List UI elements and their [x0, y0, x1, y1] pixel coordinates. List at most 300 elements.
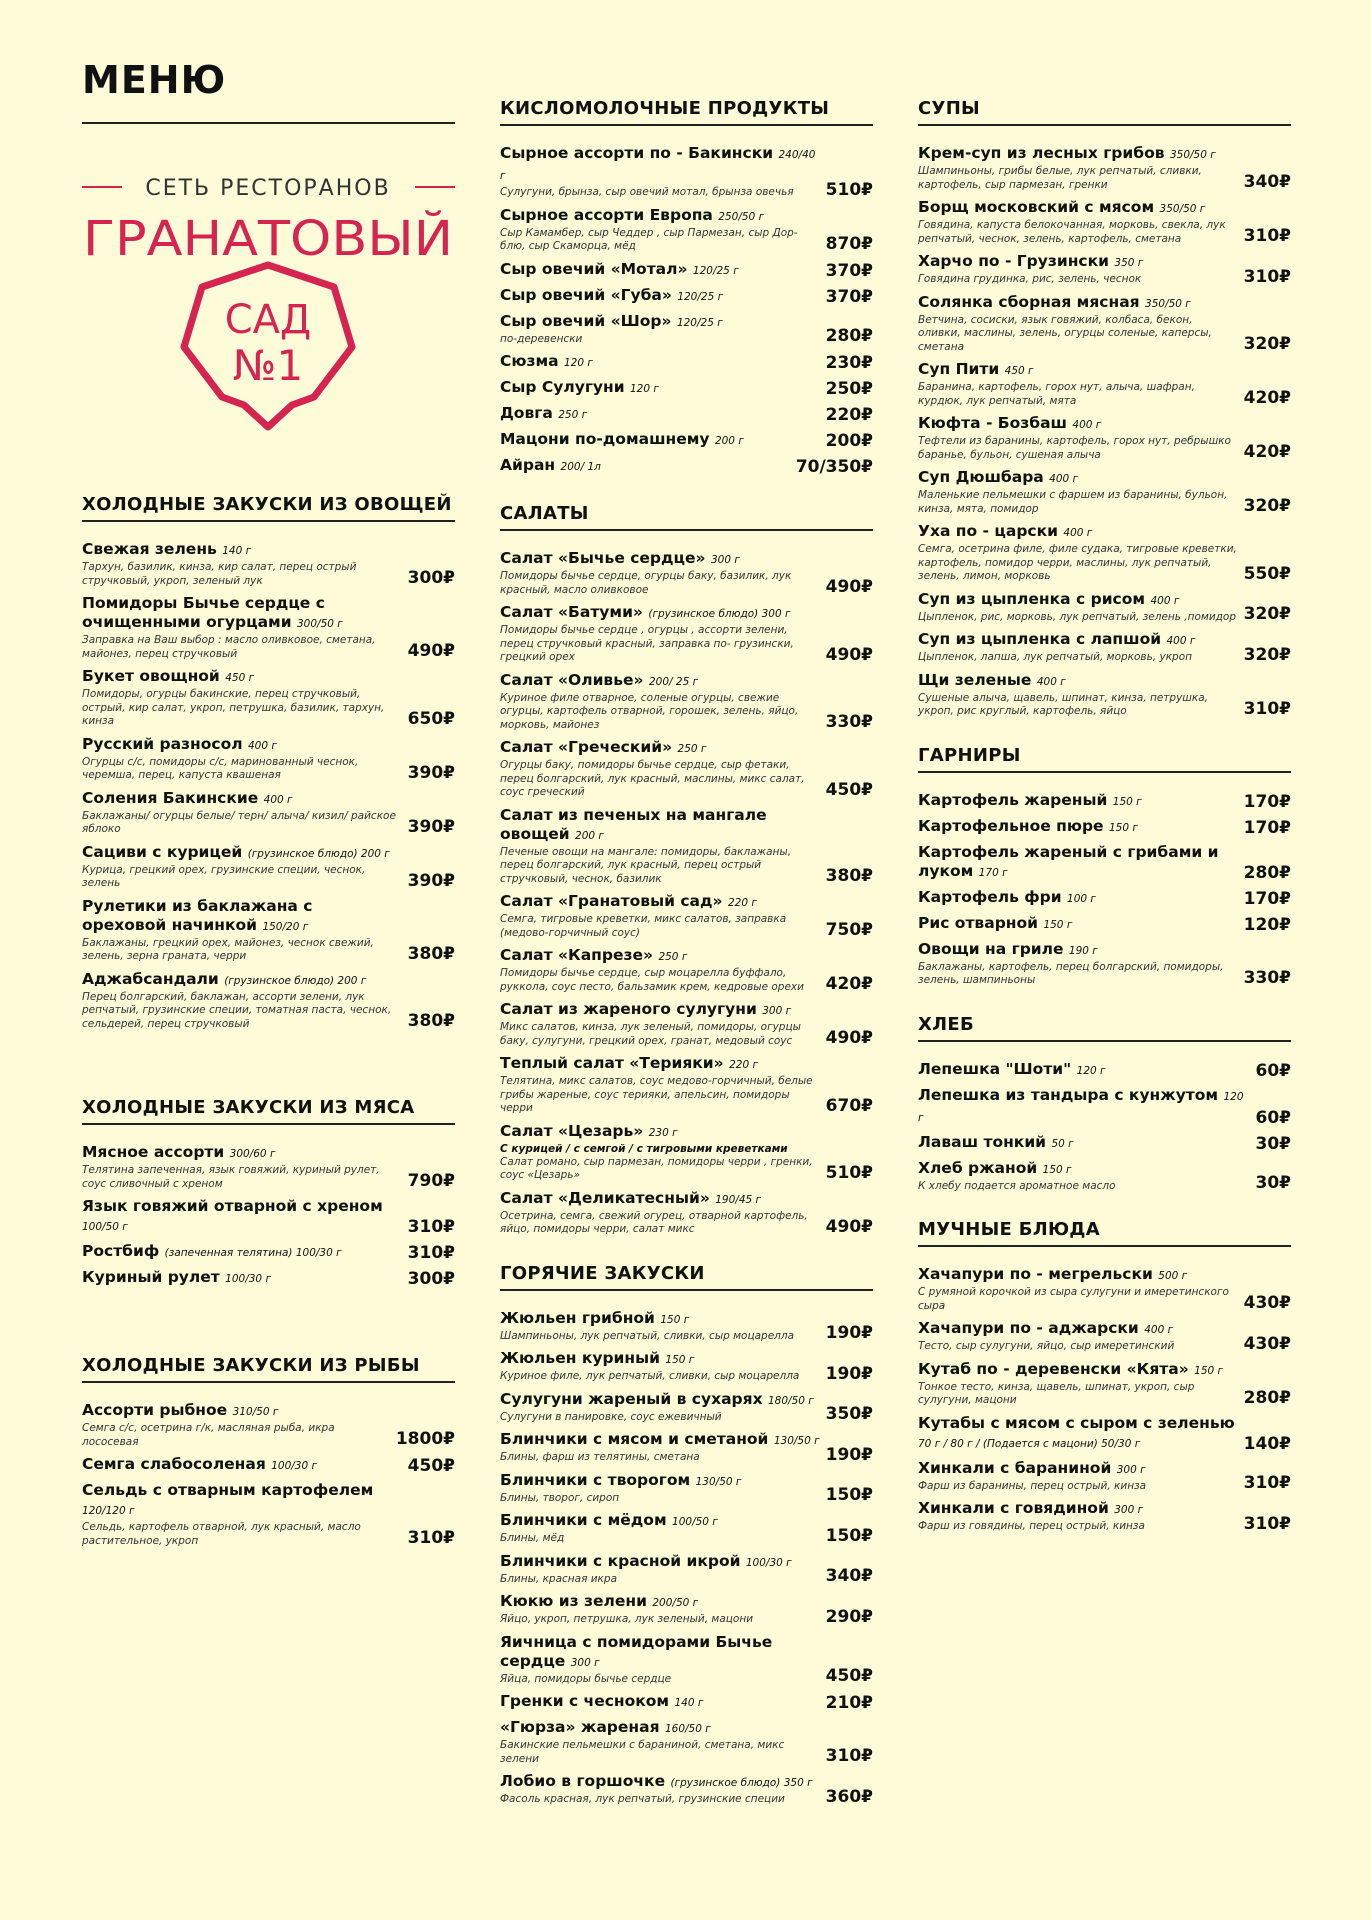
item-name: Салат «Оливье»: [500, 670, 644, 689]
item-weight: 250 г: [558, 409, 588, 421]
item-name: Хинкали с бараниной: [918, 1458, 1112, 1477]
section-title: САЛАТЫ: [500, 503, 873, 531]
item-name: Кюкю из зелени: [500, 1592, 647, 1610]
item-weight: 300/60 г: [229, 1148, 276, 1160]
menu-item: [500, 1692, 873, 1713]
section-title: ГАРНИРЫ: [918, 745, 1291, 773]
item-weight: 140 г: [674, 1697, 704, 1709]
item-weight: 450 г: [1004, 365, 1034, 377]
menu-item: [500, 671, 873, 733]
menu-item: [918, 414, 1291, 462]
item-price: 340₽: [1243, 172, 1291, 192]
item-name: Хлеб ржаной: [918, 1158, 1038, 1177]
item-price: 420₽: [1243, 388, 1291, 408]
logo-line1-text: САД: [224, 297, 312, 343]
item-description: Ветчина, сосиски, язык говяжий, колбаса, бекон, оливки, маслины, зелень, огурцы соленые, каперсы, сметана: [918, 313, 1212, 353]
item-name: Салат «Бычье сердце»: [500, 549, 706, 567]
item-name: Ростбиф: [82, 1242, 160, 1260]
item-weight: 200/50 г: [652, 1597, 699, 1609]
item-price: 330₽: [1243, 967, 1291, 988]
item-weight: (грузинское блюдо) 200 г: [224, 974, 367, 987]
item-price: 60₽: [1255, 1060, 1291, 1081]
item-name: Лепешка из тандыра с кунжутом: [918, 1085, 1219, 1104]
item-price: 370₽: [825, 286, 873, 307]
menu-item: [500, 603, 873, 665]
item-price: 170₽: [1243, 817, 1291, 838]
item-price: 150₽: [825, 1525, 873, 1546]
menu-item: [500, 1772, 873, 1807]
item-name: Хачапури по - мегрельски: [918, 1265, 1153, 1283]
item-description: Куриное филе отварное, соленые огурцы, свежие огурцы, картофель отварной, горошек, зелень, яйцо, морковь, майонез: [500, 691, 799, 731]
item-weight: 70 г / 80 г / (Подается с мацони) 50/30 г: [918, 1437, 1141, 1450]
item-weight: 150 г: [660, 1313, 690, 1326]
item-price: 310₽: [1243, 698, 1291, 719]
item-name: Салат из печеных на мангале овощей: [500, 805, 767, 843]
item-weight: 200 г: [575, 829, 604, 842]
item-price: 490₽: [825, 1216, 873, 1237]
item-name: Салат из жареного сулугуни: [500, 1000, 757, 1018]
item-price: 1800₽: [395, 1429, 455, 1449]
item-description: Телятина запеченная, язык говяжий, куриный рулет, соус сливочный с хреном: [82, 1164, 380, 1190]
menu-item: [918, 1414, 1291, 1454]
item-description: Говядина, капуста белокочанная, морковь, свекла, лук репчатый, чеснок, зелень, картофель, сметана: [918, 219, 1226, 245]
item-weight: 120/25 г: [692, 264, 739, 277]
menu-item: [918, 671, 1291, 719]
logo-line2-text: №1: [232, 341, 304, 390]
item-weight: 400 г: [1072, 419, 1102, 431]
item-weight: 150 г: [1043, 918, 1073, 931]
item-price: 190₽: [825, 1363, 873, 1384]
menu-item: [500, 1592, 873, 1627]
menu-item: [500, 206, 873, 254]
item-weight: 400 г: [1166, 635, 1196, 647]
item-price: 490₽: [825, 577, 873, 597]
item-price: 210₽: [825, 1693, 873, 1713]
section-title: СУПЫ: [918, 98, 1291, 126]
item-price: 310₽: [1243, 266, 1291, 287]
item-description: Баклажаны/ огурцы белые/ терн/ алыча/ кизил/ райское яблоко: [82, 809, 396, 835]
menu-item: [500, 456, 873, 477]
item-description: Печеные овощи на мангале: помидоры, баклажаны, перец болгарский, лук красный, перец острый стручковый, чеснок, базилик: [500, 845, 792, 885]
menu-item: [918, 1159, 1291, 1194]
menu-item: [500, 352, 873, 373]
item-name: Свежая зелень: [82, 540, 217, 558]
item-weight: 200 г: [714, 435, 744, 447]
item-name: Салат «Греческий»: [500, 738, 673, 756]
item-description: Сыр Камамбер, сыр Чеддер , сыр Пармезан, сыр Дор-блю, сыр Скаморца, мёд: [500, 226, 798, 252]
item-name: Кутаб по - деревенски «Кята»: [918, 1359, 1189, 1378]
item-weight: 300 г: [762, 1005, 792, 1017]
item-name: Картофельное пюре: [918, 816, 1104, 835]
menu-item: [82, 1401, 455, 1449]
item-weight: 140 г: [222, 545, 252, 557]
item-description: Яйцо, укроп, петрушка, лук зеленый, мацони: [500, 1613, 754, 1625]
menu-item: [82, 843, 455, 891]
item-price: 170₽: [1243, 791, 1291, 812]
menu-item: [500, 260, 873, 281]
menu-item: [500, 286, 873, 307]
item-description: Заправка на Ваш выбор : масло оливковое, сметана, майонез, перец стручковый: [82, 634, 376, 660]
item-price: 790₽: [407, 1171, 455, 1191]
item-name: Овощи на гриле: [918, 939, 1064, 958]
item-weight: 50 г: [1051, 1137, 1074, 1150]
menu-item: [918, 914, 1291, 935]
item-name: Мацони по-домашнему: [500, 430, 710, 448]
menu-item: [918, 888, 1291, 909]
item-description: Баклажаны, грецкий орех, майонез, чеснок свежий, зелень, зерна граната, черри: [82, 936, 374, 962]
item-description: Блины, мёд: [500, 1532, 565, 1544]
item-description: Помидоры бычье сердце, сыр моцарелла буффало, руккола, соус песто, бальзамик крем, кедровые орехи: [500, 967, 804, 993]
item-description: Баранина, картофель, горох нут, алыча, шафран, курдюк, лук репчатый, мята: [918, 381, 1195, 407]
item-price: 310₽: [825, 1746, 873, 1766]
menu-section: [500, 503, 873, 1237]
item-weight: 180/50 г: [767, 1394, 814, 1407]
item-name: Хинкали с говядиной: [918, 1499, 1109, 1517]
item-price: 320₽: [1243, 496, 1291, 516]
item-description: Огурцы баку, помидоры бычье сердце, сыр фетаки, перец болгарский, лук красный, маслины, микс салат, соус греческий: [500, 759, 805, 798]
item-weight: 240/40 г: [500, 149, 816, 182]
item-price: 670₽: [825, 1095, 873, 1116]
item-weight: 500 г: [1158, 1270, 1188, 1282]
item-name: Сырное ассорти Европа: [500, 205, 713, 224]
item-weight: 250/50 г: [718, 210, 765, 223]
item-description: Помидоры бычье сердце , огурцы , ассорти зелени, перец стручковый красный, заправка по- грузински, грецкий орех: [500, 624, 794, 663]
section-title: ХОЛОДНЫЕ ЗАКУСКИ ИЗ ОВОЩЕЙ: [82, 494, 455, 522]
item-name: Сыр овечий «Губа»: [500, 285, 672, 304]
item-price: 430₽: [1243, 1333, 1291, 1354]
item-description: Фасоль красная, лук репчатый, грузинские специи: [500, 1793, 785, 1805]
item-weight: (грузинское блюдо) 200 г: [247, 847, 390, 860]
item-price: 70/350₽: [795, 457, 873, 477]
item-name: Сациви с курицей: [82, 842, 243, 861]
item-description: Баклажаны, картофель, перец болгарский, помидоры, зелень, шампиньоны: [918, 960, 1224, 986]
menu-item: [918, 252, 1291, 287]
item-description: Сельдь, картофель отварной, лук красный, масло растительное, укроп: [82, 1521, 361, 1547]
item-description: Семга с/с, осетрина г/к, масляная рыба, икра лососевая: [82, 1422, 335, 1448]
item-weight: 300 г: [1116, 1463, 1146, 1476]
item-weight: 400 г: [248, 739, 277, 752]
item-description: Тесто, сыр сулугуни, яйцо, сыр имеретинский: [918, 1340, 1175, 1352]
item-price: 450₽: [825, 779, 873, 800]
item-description: К хлебу подается ароматное масло: [918, 1179, 1116, 1192]
menu-item: [918, 468, 1291, 516]
item-description: по-деревенски: [500, 332, 583, 345]
item-weight: 350 г: [1114, 257, 1144, 269]
item-price: 250₽: [825, 379, 873, 399]
item-price: 190₽: [825, 1323, 873, 1343]
item-price: 430₽: [1243, 1293, 1291, 1313]
item-name: Картофель фри: [918, 887, 1062, 906]
item-name: Сыр овечий «Мотал»: [500, 259, 688, 278]
item-weight: 300 г: [1114, 1504, 1144, 1516]
item-description: Бакинские пельмешки с бараниной, сметана, микс зелени: [500, 1739, 785, 1765]
menu-item: [918, 522, 1291, 584]
item-price: 510₽: [825, 1162, 873, 1183]
menu-item: [918, 1086, 1291, 1128]
item-name: Сыр Сулугуни: [500, 378, 625, 396]
item-name: Картофель жареный с грибами и луком: [918, 842, 1219, 880]
section-title: ХОЛОДНЫЕ ЗАКУСКИ ИЗ РЫБЫ: [82, 1355, 455, 1383]
item-weight: 400 г: [1150, 594, 1180, 607]
item-weight: 120/25 г: [676, 316, 723, 329]
menu-item: [500, 1511, 873, 1546]
item-price: 380₽: [407, 1011, 455, 1031]
item-weight: (грузинское блюдо) 350 г: [670, 1777, 813, 1789]
item-price: 510₽: [825, 179, 873, 200]
item-name: Салат «Цезарь»: [500, 1121, 644, 1140]
item-name: Борщ московский с мясом: [918, 198, 1155, 216]
section-title: ХЛЕБ: [918, 1014, 1291, 1042]
menu-item: [918, 293, 1291, 355]
item-price: 320₽: [1243, 604, 1291, 624]
section-title: МУЧНЫЕ БЛЮДА: [918, 1219, 1291, 1247]
item-price: 310₽: [407, 1217, 455, 1237]
item-weight: 350/50 г: [1159, 203, 1206, 215]
menu-item: [918, 1499, 1291, 1534]
item-price: 330₽: [825, 712, 873, 732]
item-name: Кюфта - Бозбаш: [918, 414, 1067, 432]
item-name: Суп Дюшбара: [918, 468, 1044, 486]
item-price: 120₽: [1243, 914, 1291, 935]
menu-item: [500, 1349, 873, 1384]
menu-item: [500, 378, 873, 399]
item-price: 450₽: [825, 1666, 873, 1686]
item-weight: 150 г: [1194, 1364, 1224, 1377]
menu-item: [500, 1390, 873, 1425]
item-name: Сырное ассорти по - Бакински: [500, 144, 774, 162]
item-weight: 100/50 г: [672, 1516, 718, 1528]
item-price: 310₽: [407, 1528, 455, 1548]
menu-section: [82, 494, 455, 1031]
menu-item: [918, 1265, 1291, 1313]
item-name: Рис отварной: [918, 913, 1039, 932]
item-price: 340₽: [825, 1566, 873, 1586]
item-description: Фарш из баранины, перец острый, кинза: [918, 1479, 1147, 1492]
item-description: Яйца, помидоры бычье сердце: [500, 1672, 672, 1685]
menu-item: [500, 404, 873, 425]
title-rule: [82, 122, 455, 124]
item-price: 300₽: [407, 1269, 455, 1289]
item-description: Курица, грецкий орех, грузинские специи, чеснок, зелень: [82, 863, 366, 889]
item-name: Русский разносол: [82, 734, 243, 753]
item-name: Гренки с чесноком: [500, 1692, 670, 1710]
item-weight: 120 г: [630, 383, 659, 395]
menu-item: [918, 590, 1291, 625]
menu-item: [918, 630, 1291, 665]
item-name: Довга: [500, 404, 553, 422]
item-name: «Гюрза» жареная: [500, 1718, 660, 1736]
menu-section: [500, 98, 873, 477]
menu-item: [82, 1455, 455, 1476]
item-description: Салат романо, сыр пармезан, помидоры черри , гренки, соус «Цезарь»: [500, 1155, 813, 1181]
item-weight: 230 г: [648, 1126, 678, 1139]
item-weight: 400 г: [1036, 675, 1066, 688]
item-name: Суп из цыпленка с рисом: [918, 589, 1146, 608]
menu-item: [82, 970, 455, 1032]
menu-item: [500, 430, 873, 451]
menu-section: [918, 745, 1291, 988]
item-price: 190₽: [825, 1444, 873, 1465]
item-description: Перец болгарский, баклажан, ассорти зелени, лук репчатый, грузинские специи, томатная паста, чеснок, сельдерей, перец стручковый: [82, 990, 392, 1030]
item-description: Говядина грудинка, рис, зелень, чеснок: [918, 273, 1142, 285]
item-price: 30₽: [1255, 1173, 1291, 1193]
item-weight: 120 г: [918, 1090, 1244, 1124]
item-name: Сельдь с отварным картофелем: [82, 1481, 374, 1499]
item-name: Солянка сборная мясная: [918, 292, 1140, 311]
item-price: 650₽: [407, 708, 455, 729]
item-description: Куриное филе, лук репчатый, сливки, сыр моцарелла: [500, 1370, 800, 1382]
menu-item: [500, 1430, 873, 1465]
item-name: Язык говяжий отварной с хреном: [82, 1197, 383, 1215]
item-price: 490₽: [825, 644, 873, 665]
menu-item: [918, 1360, 1291, 1408]
menu-item: [500, 1122, 873, 1183]
item-name: Уха по - царски: [918, 522, 1058, 540]
item-price: 360₽: [825, 1786, 873, 1807]
menu-item: [82, 1268, 455, 1289]
item-description: Сушеные алыча, щавель, шпинат, кинза, петрушка, укроп, рис круглый, картофель, яйцо: [918, 691, 1209, 717]
item-description: Цыпленок, лапша, лук репчатый, морковь, укроп: [918, 651, 1192, 663]
item-price: 420₽: [1243, 442, 1291, 462]
menu-section: [918, 1014, 1291, 1194]
item-price: 350₽: [825, 1404, 873, 1424]
item-name: Сюзма: [500, 352, 559, 370]
item-name: Лобио в горшочке: [500, 1772, 666, 1790]
item-weight: 350/50 г: [1145, 297, 1191, 310]
item-price: 370₽: [825, 260, 873, 281]
section-title: ГОРЯЧИЕ ЗАКУСКИ: [500, 1263, 873, 1291]
item-description: Маленькие пельмешки с фаршем из баранины, бульон, кинза, мята, помидор: [918, 489, 1228, 515]
item-weight: 400 г: [263, 793, 293, 806]
item-description: Фарш из говядины, перец острый, кинза: [918, 1520, 1145, 1532]
section-title: ХОЛОДНЫЕ ЗАКУСКИ ИЗ МЯСА: [82, 1097, 455, 1125]
menu-item: [918, 843, 1291, 883]
item-price: 420₽: [825, 974, 873, 994]
item-name: Лепешка "Шоти": [918, 1059, 1072, 1078]
menu-item: [82, 540, 455, 588]
item-name: Блинчики с красной икрой: [500, 1551, 741, 1570]
item-name: Салат «Деликатесный»: [500, 1188, 710, 1207]
menu-item: [500, 1000, 873, 1048]
item-description: Тонкое тесто, кинза, щавель, шпинат, укроп, сыр сулугуни, мацони: [918, 1380, 1195, 1406]
menu-item: [500, 806, 873, 887]
item-price: 60₽: [1255, 1107, 1291, 1128]
item-name: Щи зеленые: [918, 670, 1032, 689]
item-weight: 120/25 г: [677, 290, 724, 303]
item-name: Теплый салат «Терияки»: [500, 1054, 724, 1072]
item-price: 290₽: [825, 1606, 873, 1627]
item-name: Рулетики из баклажана с ореховой начинкой: [82, 896, 313, 934]
menu-item: [82, 594, 455, 661]
item-description: Огурцы с/с, помидоры с/с, маринованный чеснок, черемша, перец, капуста квашеная: [82, 755, 359, 781]
item-name: Куриный рулет: [82, 1268, 220, 1286]
menu-item: [500, 549, 873, 597]
item-name: Блинчики с мёдом: [500, 1511, 667, 1529]
item-name: Картофель жареный: [918, 790, 1108, 809]
item-weight: 400 г: [1049, 473, 1079, 485]
menu-section: [82, 1355, 455, 1548]
item-name: Блинчики с мясом и сметаной: [500, 1430, 769, 1448]
item-weight: 400 г: [1144, 1324, 1174, 1336]
item-weight: 150/20 г: [262, 920, 309, 933]
item-price: 280₽: [1243, 862, 1291, 883]
item-price: 150₽: [825, 1485, 873, 1505]
item-description: С румяной корочкой из сыра сулугуни и имеретинского сыра: [918, 1286, 1229, 1312]
item-name: Кутабы с мясом с сыром с зеленью: [918, 1413, 1235, 1432]
item-price: 310₽: [1243, 1473, 1291, 1493]
item-weight: 200/ 1л: [560, 461, 601, 473]
item-name: Ассорти рыбное: [82, 1401, 228, 1419]
item-description: Телятина, микс салатов, соус медово-горчичный, белые грибы жареные, соус терияки, апельсин, помидоры черри: [500, 1075, 813, 1114]
item-weight: 150 г: [665, 1354, 695, 1366]
menu-item: [918, 144, 1291, 192]
item-weight: 160/50 г: [664, 1723, 711, 1735]
item-name: Блинчики с творогом: [500, 1470, 691, 1489]
item-name: Соления Бакинские: [82, 788, 259, 807]
item-description: Шампиньоны, грибы белые, лук репчатый, сливки, картофель, сыр пармезан, гренки: [918, 165, 1202, 191]
menu-item: [918, 1133, 1291, 1154]
item-weight: (грузинское блюдо) 300 г: [648, 608, 791, 620]
menu-item: [500, 1718, 873, 1766]
menu-item: [918, 360, 1291, 408]
item-name: Харчо по - Грузински: [918, 252, 1109, 270]
item-weight: 150 г: [1108, 821, 1138, 834]
menu-item: [500, 312, 873, 347]
item-description: Помидоры, огурцы бакинские, перец стручковый, острый, кир салат, укроп, петрушка, базилик, тархун, кинза: [82, 688, 385, 727]
item-weight: 190 г: [1068, 944, 1098, 957]
menu-item: [918, 817, 1291, 838]
column-middle: [500, 98, 873, 1813]
item-price: 380₽: [407, 943, 455, 964]
item-weight: 130/50 г: [773, 1435, 820, 1447]
item-weight: 250 г: [658, 951, 688, 963]
item-description: Блины, фарш из телятины, сметана: [500, 1451, 700, 1463]
item-name: Сыр овечий «Шор»: [500, 311, 672, 330]
item-description: Микс салатов, кинза, лук зеленый, помидоры, огурцы баку, сулугуни, грецкий орех, гранат, медовый соус: [500, 1021, 801, 1047]
item-price: 550₽: [1243, 563, 1291, 584]
item-weight: 120 г: [1076, 1064, 1106, 1077]
menu-title: МЕНЮ: [82, 58, 227, 102]
menu-item: [500, 1309, 873, 1344]
item-weight: 310/50 г: [232, 1406, 279, 1418]
item-price: 870₽: [825, 233, 873, 254]
item-name: Суп из цыпленка с лапшой: [918, 630, 1162, 648]
item-weight: 100/30 г: [745, 1556, 792, 1569]
item-weight: 170 г: [978, 866, 1008, 879]
item-weight: (запеченная телятина) 100/30 г: [164, 1247, 342, 1259]
item-name: Лаваш тонкий: [918, 1132, 1047, 1151]
item-price: 230₽: [825, 353, 873, 373]
item-price: 390₽: [407, 816, 455, 837]
item-price: 310₽: [1243, 1513, 1291, 1534]
menu-item: [500, 946, 873, 994]
item-name: Хачапури по - аджарски: [918, 1319, 1139, 1337]
item-weight: 120 г: [564, 357, 593, 369]
item-name: Яичница с помидорами Бычье сердце: [500, 1632, 773, 1670]
item-weight: 220 г: [729, 1059, 758, 1071]
item-name: Жюльен куриный: [500, 1349, 660, 1367]
item-description: Блины, красная икра: [500, 1572, 618, 1585]
item-price: 170₽: [1243, 888, 1291, 909]
item-description: Цыпленок, рис, морковь, лук репчатый, зелень ,помидор: [918, 610, 1237, 623]
item-name: Крем-суп из лесных грибов: [918, 144, 1165, 162]
item-price: 320₽: [1243, 644, 1291, 665]
item-name: Семга слабосоленая: [82, 1455, 266, 1473]
item-price: 140₽: [1243, 1433, 1291, 1454]
item-price: 300₽: [407, 568, 455, 588]
item-description: Осетрина, семга, свежий огурец, отварной картофель, яйцо, помидоры черри, салат микс: [500, 1209, 808, 1235]
item-name: Помидоры Бычье сердце с очищенными огурцами: [82, 594, 325, 631]
